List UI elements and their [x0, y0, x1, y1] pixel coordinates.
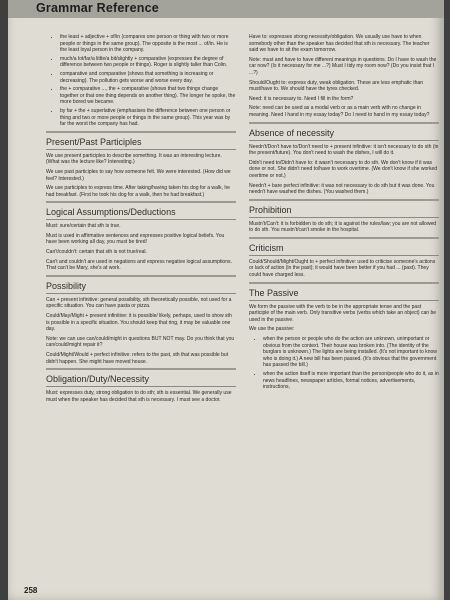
paragraph: We use present participles to describe something. It was an interesting lecture. (What was the lecture like? Interesting.) — [46, 152, 222, 166]
list-item: • much/a lot/far/a little/a bit/slightly + comparative (expresses the degree of difference between two people or things). Roger is slightly taller than Colin. — [60, 56, 236, 69]
section-divider — [249, 199, 439, 201]
paragraph: We use the passive: — [249, 326, 295, 333]
section-heading: Obligation/Duty/Necessity — [46, 374, 236, 387]
section-divider — [46, 131, 236, 133]
list-item: • when the person or people who do the action are unknown, unimportant or obvious from the context. Their house was broken into. (The identity of the burglars is unknown.) The lights are being installed. (It's not important to know who is doing it.) A new bill has been passed. (It's obvious that the government has passed the bill.) — [263, 336, 439, 369]
paragraph: Didn't need to/Didn't have to: it wasn't necessary to do sth. We don't know if it was done or not. She didn't need to/have to work overtime. (We don't know if she worked overtime or not.) — [249, 159, 438, 179]
paragraph: We use participles to express time. After taking/having taken his dog for a walk, he had breakfast. (First he took his dog for a walk, then he had breakfast.) — [46, 185, 230, 198]
list-item: • by far + the + superlative (emphasises the difference between one person or thing and two or more people or things in the same group). This year was by far the worst the company has had. — [60, 108, 236, 128]
paragraph: We form the passive with the verb to be in the appropriate tense and the past participle of the main verb. Only transitive verbs (verbs which take an object) can be used in the passive. — [249, 303, 437, 323]
paragraph: Can't/couldn't: certain that sth is not true/real. — [46, 249, 147, 256]
paragraph: Must: expresses duty, strong obligation to do sth; sth is essential. We generally use must when the speaker has decided that sth is necessary. I must see a doctor. — [46, 390, 232, 403]
page-title: Grammar Reference — [36, 1, 159, 15]
paragraph: Must: sure/certain that sth is true. — [46, 223, 121, 230]
paragraph: Needn't/Don't have to/Don't need to + present infinitive: it isn't necessary to do sth (in the present/future). You don't need to wash the dishes, I will do it. — [249, 143, 439, 157]
paragraph: Must is used in affirmative sentences and expresses positive logical beliefs. You have been working all day, you must be tired! — [46, 232, 225, 246]
right-column — [249, 34, 439, 394]
list-item: • comparative and comparative (shows that something is increasing or decreasing). The pollution gets worse and worse every day. — [60, 71, 236, 84]
section-divider — [249, 282, 439, 284]
list-item: • the least + adjective + of/in (compares one person or thing with two or more people or things in the same group). The opposite is the most ... of/in. He is the least loyal person in the company. — [60, 34, 236, 54]
paragraph: Could/Should/Might/Ought to + perfect infinitive: used to criticise someone's actions or lack of action (in the past); it would have been better if you had ... (past). They could have charged less. — [249, 258, 436, 279]
section-divider — [46, 201, 236, 203]
paragraph: Can + present infinitive: general possibility, sth theoretically possible, not used for a specific situation. You can have pasta or pizza. — [46, 296, 232, 310]
list-item: • when the action itself is more important than the person/people who do it, as in news headlines, newspaper articles, formal notices, advertisements, instructions, — [263, 371, 439, 391]
section-heading: Absence of necessity — [249, 128, 439, 141]
paragraph: Can't and couldn't are used in negations and express negative logical assumptions. That can't be Mary, she's at work. — [46, 258, 232, 272]
book-page — [8, 0, 444, 600]
comparison-list — [46, 34, 236, 128]
passive-uses-list — [249, 336, 439, 391]
section-heading: Prohibition — [249, 205, 439, 218]
section-divider — [46, 368, 236, 370]
paragraph: Need: it is necessary to. Need I fill in the form? — [249, 95, 354, 102]
left-column — [46, 34, 236, 406]
section-heading: Present/Past Participles — [46, 137, 236, 150]
paragraph: Note: need can be used as a modal verb or as a main verb with no change in meaning. Need I hand in my essay today? Do I need to hand in my essay today? — [249, 105, 430, 118]
paragraph: Could/Might/Would + perfect infinitive: refers to the past, sth that was possible but didn't happen. She might have moved house. — [46, 352, 229, 365]
section-heading: Criticism — [249, 243, 439, 256]
section-divider — [249, 122, 439, 124]
page-number: 258 — [24, 586, 38, 595]
paragraph: Could/May/Might + present infinitive: it is possible/ likely, perhaps, used to show sth is possible in a specific situation. You should keep that ring, it may be valuable one day. — [46, 313, 232, 333]
paragraph: We use past participles to say how someone felt. We were interested. (How did we feel? Interested.) — [46, 168, 231, 182]
paragraph: Mustn't/Can't: it is forbidden to do sth; it is against the rules/law; you are not allowed to do sth. You mustn't/can't smoke in the hospital. — [249, 220, 437, 234]
section-divider — [46, 275, 236, 277]
paragraph: Have to: expresses strong necessity/obligation. We usually use have to when somebody other than the speaker has decided that sth is necessary. The teacher said we have to sit the exam tomorrow. — [249, 34, 430, 54]
paragraph: Note: we can use can/could/might in questions BUT NOT may. Do you think that you can/could/might repair it? — [46, 335, 235, 349]
section-heading: The Passive — [249, 288, 439, 301]
page-header — [8, 0, 444, 18]
section-heading: Logical Assumptions/Deductions — [46, 207, 236, 220]
paragraph: Should/Ought to: express duty, weak obligation. These are less emphatic than must/have to. We should have the tyres checked. — [249, 79, 424, 93]
list-item: • the + comparative ..., the + comparative (shows that two things change together or that one thing depends on another thing). The longer he spoke, the more bored we became. — [60, 86, 236, 106]
section-heading: Possibility — [46, 281, 236, 294]
paragraph: Needn't + bare perfect infinitive: it was not necessary to do sth but it was done. You needn't have washed the dishes. (You washed them.) — [249, 182, 435, 196]
section-divider — [249, 237, 439, 239]
paragraph: Note: must and have to have different meanings in questions. Do I have to wash the car now? (Is it necessary for me ...?) Must I tidy my room now? (Do you insist that I ...?) — [249, 56, 437, 76]
